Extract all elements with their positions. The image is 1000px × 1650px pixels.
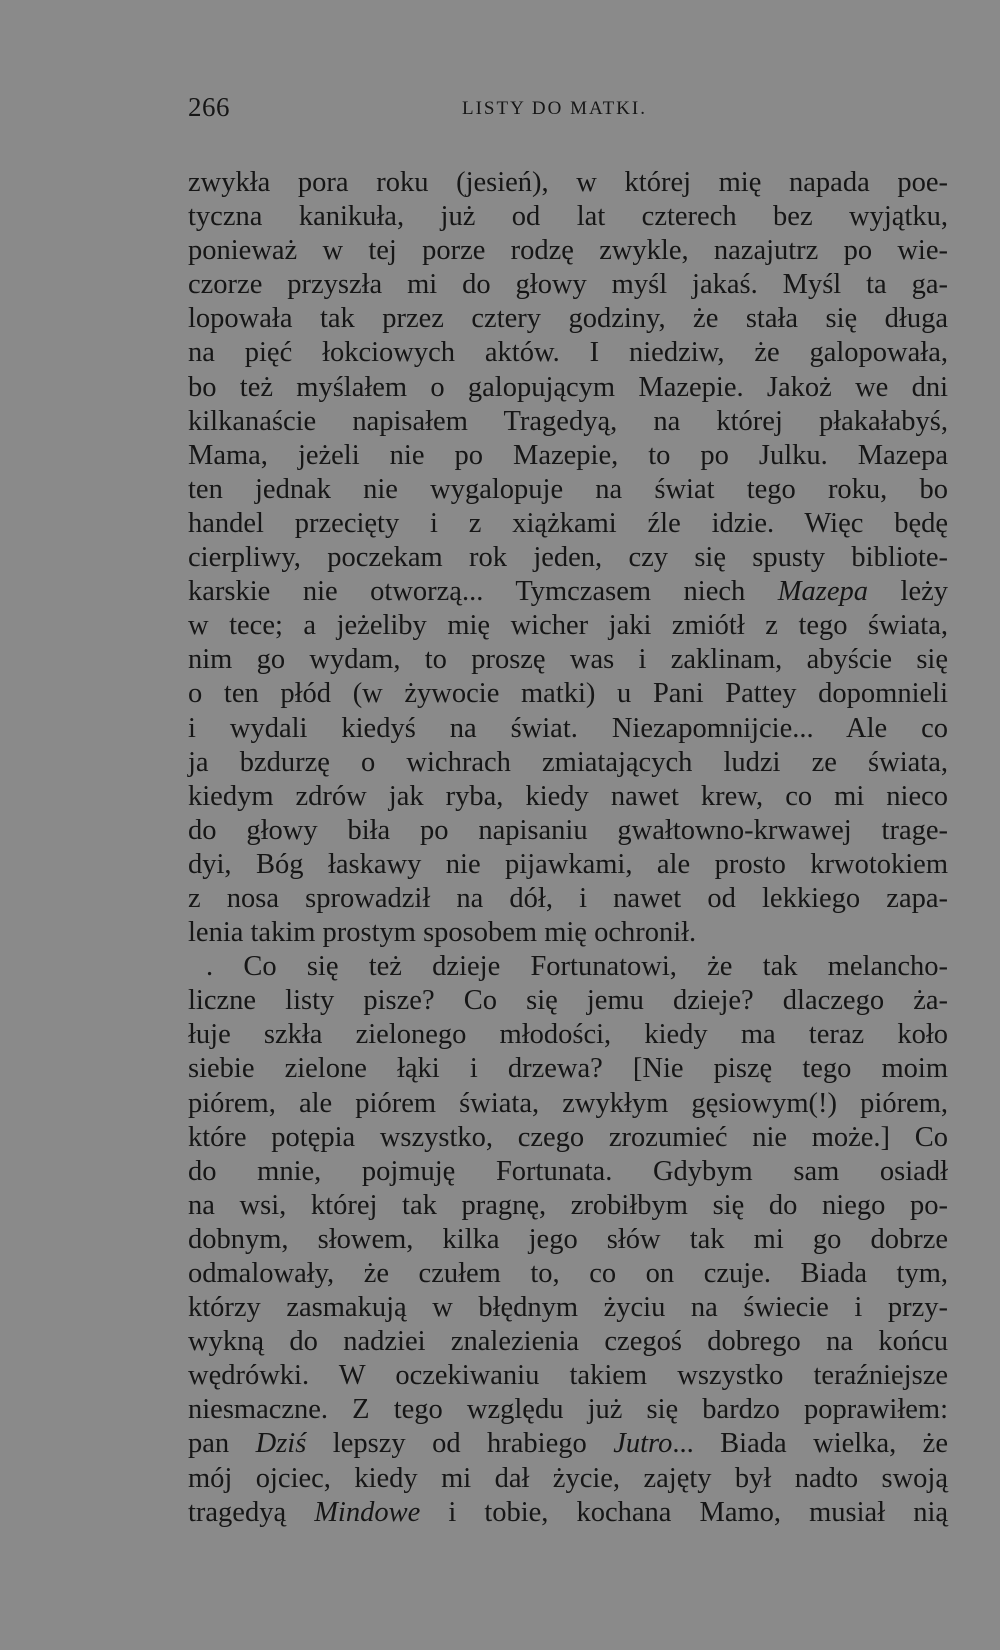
text-segment: leży <box>868 576 949 608</box>
text-line: które potępia wszystko, czego zrozumieć nie może.] Co <box>188 1121 948 1153</box>
running-title: LISTY DO MATKI. <box>462 98 647 119</box>
text-line: lenia takim prostym sposobem mię ochronił. <box>188 917 697 949</box>
text-line: ja bzdurzę o wichrach zmiatających ludzi ze świata, <box>188 746 948 778</box>
page-header <box>188 92 950 132</box>
italic-title: Dziś <box>255 1428 307 1460</box>
text-line: liczne listy pisze? Co się jemu dzieje? dlaczego ża- <box>188 985 948 1017</box>
body-text <box>188 166 948 1530</box>
text-line: lopowała tak przez cztery godziny, że stała się długa <box>188 303 948 335</box>
text-line: niesmaczne. Z tego względu już się bardzo poprawiłem: <box>188 1394 948 1426</box>
text-line: dobnym, słowem, kilka jego słów tak mi go dobrze <box>188 1223 948 1255</box>
text-line: na pięć łokciowych aktów. I niedziw, że galopowała, <box>188 337 948 369</box>
text-line: cierpliwy, poczekam rok jeden, czy się spusty bibliote- <box>188 542 948 574</box>
text-line: odmalowały, że czułem to, co on czuje. Biada tym, <box>188 1258 948 1289</box>
text-line: do mnie, pojmuję Fortunata. Gdybym sam osiadł <box>188 1155 948 1187</box>
text-line: o ten płód (w żywocie matki) u Pani Pattey dopomnieli <box>188 678 948 710</box>
text-line: dyi, Bóg łaskawy nie pijawkami, ale prosto krwotokiem <box>188 848 948 880</box>
text-line: mój ojciec, kiedy mi dał życie, zajęty był nadto swoją <box>188 1462 948 1494</box>
text-line: wykną do nadziei znalezienia czegoś dobrego na końcu <box>188 1326 948 1358</box>
text-line: handel przecięty i z xiążkami źle idzie. Więc będę <box>188 507 948 539</box>
text-line: siebie zielone łąki i drzewa? [Nie piszę tego moim <box>188 1053 948 1085</box>
text-segment: tragedyą <box>188 1496 315 1528</box>
text-line: wędrówki. W oczekiwaniu takiem wszystko teraźniejsze <box>188 1360 948 1392</box>
text-line: łuje szkła zielonego młodości, kiedy ma teraz koło <box>188 1019 948 1051</box>
text-line: czorze przyszła mi do głowy myśl jakaś. Myśl ta ga- <box>188 269 948 301</box>
text-line: do głowy biła po napisaniu gwałtowno-krwawej trage- <box>188 814 948 846</box>
text-line: z nosa sprowadził na dół, i nawet od lekkiego zapa- <box>188 882 948 914</box>
text-line: kiedym zdrów jak ryba, kiedy nawet krew, co mi nieco <box>188 780 948 812</box>
page-number: 266 <box>188 92 230 122</box>
italic-title: Jutro <box>613 1428 673 1460</box>
text-line: zwykła pora roku (jesień), w której mię napada poe- <box>188 167 948 198</box>
text-line: ponieważ w tej porze rodzę zwykle, nazajutrz po wie- <box>188 235 948 267</box>
text-line: kilkanaście napisałem Tragedyą, na której płakałabyś, <box>188 405 948 437</box>
text-line <box>188 1496 948 1530</box>
italic-title: Mazepa <box>777 576 869 608</box>
text-line: Mama, jeżeli nie po Mazepie, to po Julku. Mazepa <box>188 439 948 471</box>
text-line: bo też myślałem o galopującym Mazepie. Jakoż we dni <box>188 371 948 403</box>
text-segment: karskie nie otworzą... Tymczasem niech <box>188 576 778 608</box>
text-segment: lepszy od hrabiego <box>306 1428 614 1460</box>
text-segment: pan <box>188 1428 256 1460</box>
text-line <box>188 575 948 609</box>
text-segment: ... Biada wielka, że <box>672 1428 948 1460</box>
text-line: nim go wydam, to proszę was i zaklinam, abyście się <box>188 644 948 676</box>
text-segment: i tobie, kochana Mamo, musiał nią <box>420 1496 949 1528</box>
text-line: tyczna kanikuła, już od lat czterech bez wyjątku, <box>188 201 948 233</box>
italic-title: Mindowe <box>314 1496 421 1528</box>
text-line <box>188 1427 948 1461</box>
text-line: . Co się też dzieje Fortunatowi, że tak melancho- <box>206 951 948 983</box>
text-line: i wydali kiedyś na świat. Niezapomnijcie... Ale co <box>188 712 948 744</box>
text-line: w tece; a jeżeliby mię wicher jaki zmiótł z tego świata, <box>188 610 948 642</box>
text-line: którzy zasmakują w błędnym życiu na świecie i przy- <box>188 1292 948 1324</box>
text-line: ten jednak nie wygalopuje na świat tego roku, bo <box>188 473 948 505</box>
text-line: piórem, ale piórem świata, zwykłym gęsiowym(!) piórem, <box>188 1087 948 1119</box>
text-line: na wsi, której tak pragnę, zrobiłbym się do niego po- <box>188 1189 948 1221</box>
